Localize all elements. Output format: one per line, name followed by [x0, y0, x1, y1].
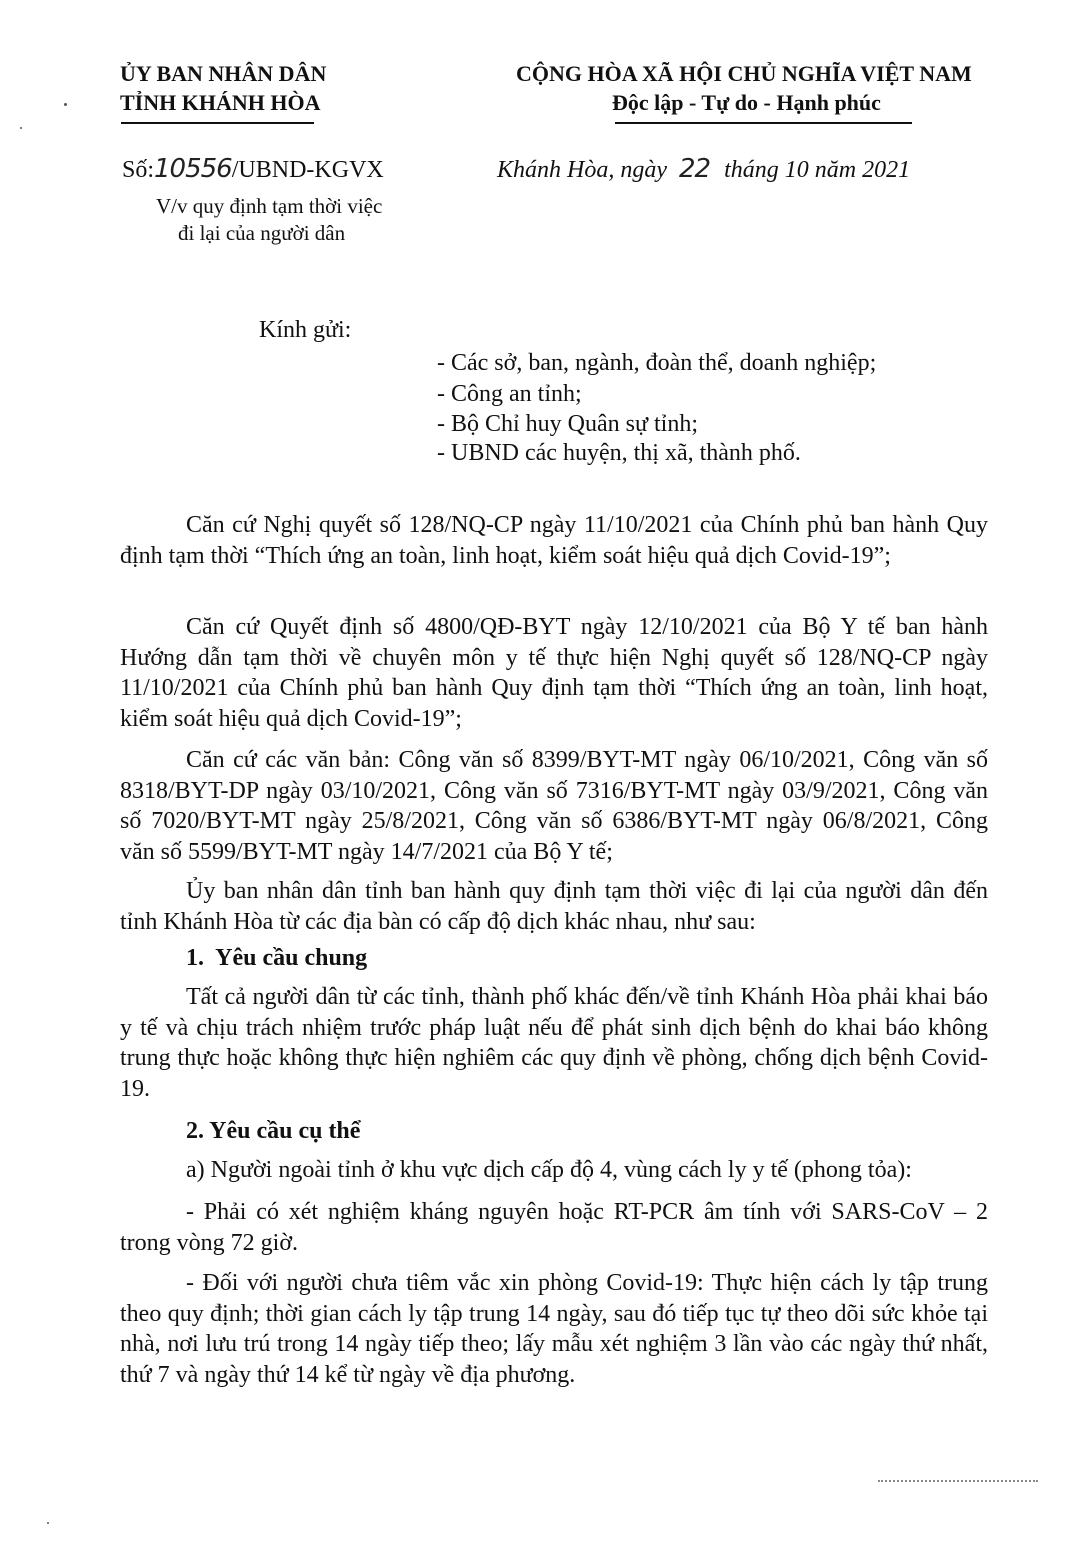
- document-number: [122, 154, 384, 185]
- date-line: [497, 154, 910, 185]
- date-suffix: tháng 10 năm 2021: [724, 157, 911, 183]
- bullet-paragraph: - Phải có xét nghiệm kháng nguyên hoặc RT-PCR âm tính với SARS-CoV – 2 trong vòng 72 giờ.: [120, 1199, 988, 1256]
- section-paragraph: Tất cả người dân từ các tỉnh, thành phố khác đến/về tỉnh Khánh Hòa phải khai báo y tế và chịu trách nhiệm trước pháp luật nếu để phát sinh dịch bệnh do khai báo không trung thực hoặc không thực hiện nghiêm các quy định về phòng, chống dịch bệnh Covid-19.: [120, 984, 988, 1102]
- section-heading: 2. Yêu cầu cụ thể: [186, 1118, 361, 1144]
- salutation: Kính gửi:: [259, 317, 352, 343]
- footer-dotted-line: [878, 1480, 1038, 1482]
- recipient-item: - Công an tỉnh;: [437, 381, 582, 407]
- subject-line2: đi lại của người dân: [178, 221, 346, 245]
- intro-paragraph: Ủy ban nhân dân tỉnh ban hành quy định tạm thời việc đi lại của người dân đến tỉnh Khánh Hòa từ các địa bàn có cấp độ dịch khác nhau, như sau:: [120, 878, 988, 935]
- recipient-item: - UBND các huyện, thị xã, thành phố.: [437, 440, 801, 466]
- scan-speck: [20, 127, 22, 129]
- agency-name-line2: TỈNH KHÁNH HÒA: [120, 90, 321, 115]
- bullet-paragraph: - Đối với người chưa tiêm vắc xin phòng Covid-19: Thực hiện cách ly tập trung theo quy định; thời gian cách ly tập trung 14 ngày, sau đó tiếp tục tự theo dõi sức khỏe tại nhà, nơi lưu trú trong 14 ngày tiếp theo; lấy mẫu xét nghiệm 3 lần vào các ngày thứ nhất, thứ 7 và ngày thứ 14 kể từ ngày về địa phương.: [120, 1270, 988, 1388]
- agency-underline: [121, 122, 314, 124]
- number-prefix: Số:: [122, 157, 155, 183]
- handwritten-number: 10556: [154, 154, 232, 184]
- agency-name-line1: ỦY BAN NHÂN DÂN: [120, 61, 327, 86]
- number-suffix: /UBND-KGVX: [231, 157, 384, 183]
- national-motto: Độc lập - Tự do - Hạnh phúc: [612, 90, 881, 115]
- legal-basis-paragraph: Căn cứ các văn bản: Công văn số 8399/BYT-MT ngày 06/10/2021, Công văn số 8318/BYT-DP ngày 03/10/2021, Công văn số 7316/BYT-MT ngày 03/9/2021, Công văn số 7020/BYT-MT ngày 25/8/2021, Công văn số 6386/BYT-MT ngày 06/8/2021, Công văn số 5599/BYT-MT ngày 14/7/2021 của Bộ Y tế;: [120, 747, 988, 865]
- motto-underline: [615, 122, 912, 124]
- scan-speck: [64, 103, 67, 106]
- scan-speck: [47, 1522, 49, 1524]
- handwritten-day: 22: [679, 154, 711, 184]
- legal-basis-paragraph: Căn cứ Nghị quyết số 128/NQ-CP ngày 11/10/2021 của Chính phủ ban hành Quy định tạm thời “Thích ứng an toàn, linh hoạt, kiểm soát hiệu quả dịch Covid-19”;: [120, 512, 988, 569]
- recipient-item: - Bộ Chỉ huy Quân sự tỉnh;: [437, 411, 699, 437]
- national-title: CỘNG HÒA XÃ HỘI CHỦ NGHĨA VIỆT NAM: [516, 61, 972, 86]
- legal-basis-paragraph: Căn cứ Quyết định số 4800/QĐ-BYT ngày 12/10/2021 của Bộ Y tế ban hành Hướng dẫn tạm thời về chuyên môn y tế thực hiện Nghị quyết số 128/NQ-CP ngày 11/10/2021 của Chính phủ ban hành Quy định tạm thời “Thích ứng an toàn, linh hoạt, kiểm soát hiệu quả dịch Covid-19”;: [120, 614, 988, 732]
- recipient-item: - Các sở, ban, ngành, đoàn thể, doanh nghiệp;: [437, 350, 877, 376]
- section-heading: 1. Yêu cầu chung: [186, 945, 368, 971]
- subject-line1: V/v quy định tạm thời việc: [156, 194, 383, 218]
- date-prefix: Khánh Hòa, ngày: [497, 157, 667, 183]
- section-paragraph: a) Người ngoài tỉnh ở khu vực dịch cấp độ 4, vùng cách ly y tế (phong tỏa):: [186, 1157, 912, 1183]
